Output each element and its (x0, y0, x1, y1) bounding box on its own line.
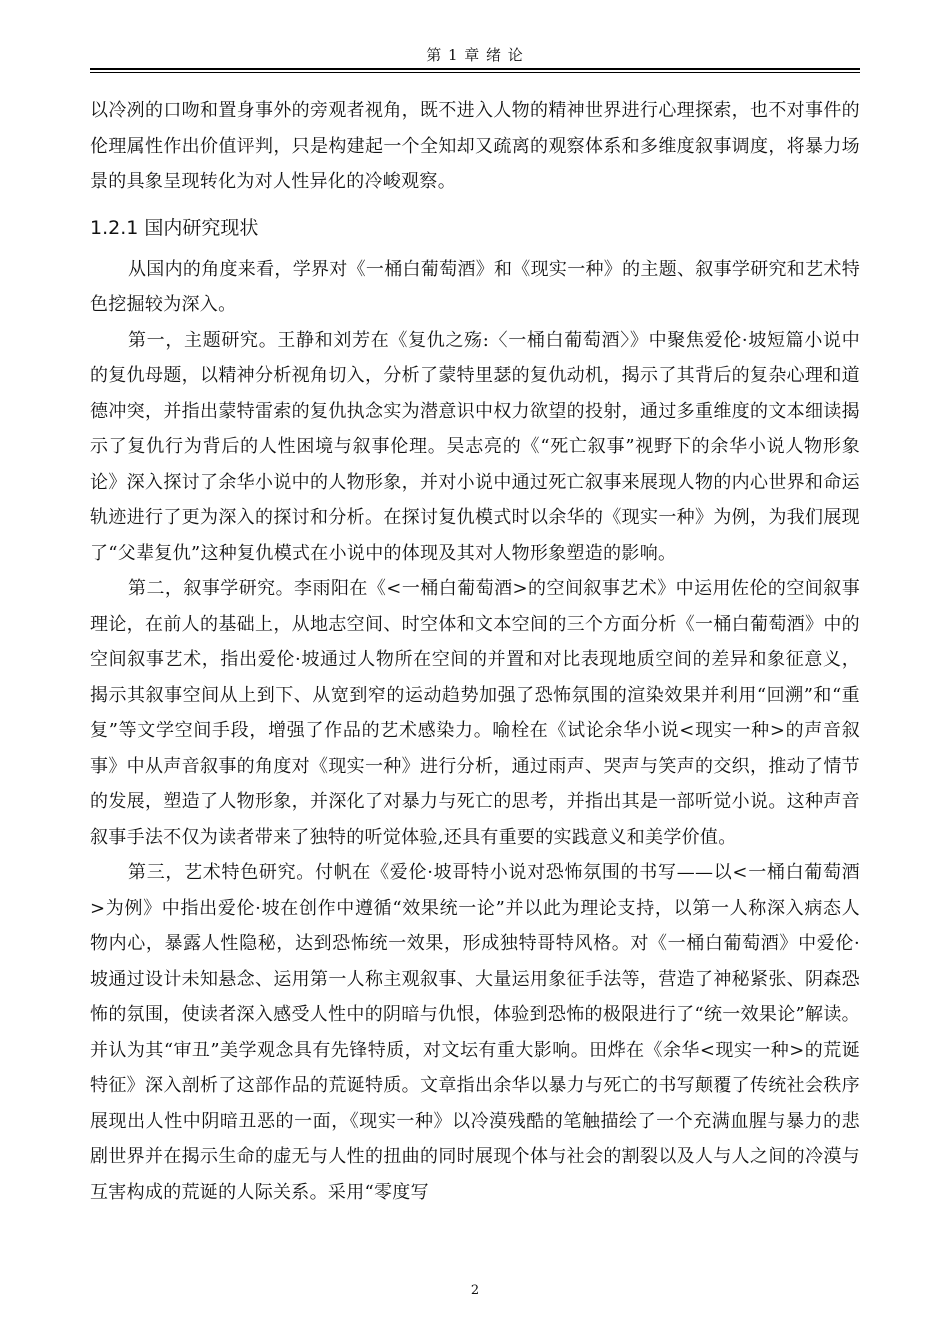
page-number: 2 (470, 1283, 480, 1298)
body-paragraph-theme-research: 第一，主题研究。王静和刘芳在《复仇之殇:〈一桶白葡萄酒〉》中聚焦爱伦·坡短篇小说中的复仇母题，以精神分析视角切入，分析了蒙特里瑟的复仇动机，揭示了其背后的复杂心理和道德冲突，并指出蒙特雷索的复仇执念实为潜意识中权力欲望的投射，通过多重维度的文本细读揭示了复仇行为背后的人性困境与叙事伦理。吴志亮的《“死亡叙事”视野下的余华小说人物形象论》深入探讨了余华小说中的人物形象，并对小说中通过死亡叙事来展现人物的内心世界和命运轨迹进行了更为深入的探讨和分析。在探讨复仇模式时以余华的《现实一种》为例，为我们展现了“父辈复仇”这种复仇模式在小说中的体现及其对人物形象塑造的影响。 (90, 329, 860, 564)
running-header: 第 1 章 绪 论 (426, 46, 524, 64)
header-rule (90, 68, 860, 70)
section-heading: 1.2.1 国内研究现状 (90, 216, 259, 239)
header-rule-thin (90, 72, 860, 73)
page-body (90, 93, 860, 1210)
body-paragraph-narratology-research: 第二，叙事学研究。李雨阳在《<一桶白葡萄酒>的空间叙事艺术》中运用佐伦的空间叙事理论，在前人的基础上，从地志空间、时空体和文本空间的三个方面分析《一桶白葡萄酒》中的空间叙事艺术，指出爱伦·坡通过人物所在空间的并置和对比表现地质空间的差异和象征意义，揭示其叙事空间从上到下、从宽到窄的运动趋势加强了恐怖氛围的渲染效果并利用“回溯”和“重复”等文学空间手段，增强了作品的艺术感染力。喻栓在《试论余华小说<现实一种>的声音叙事》中从声音叙事的角度对《现实一种》进行分析，通过雨声、哭声与笑声的交织，推动了情节的发展，塑造了人物形象，并深化了对暴力与死亡的思考，并指出其是一部听觉小说。这种声音叙事手法不仅为读者带来了独特的听觉体验,还具有重要的实践意义和美学价值。 (90, 578, 860, 848)
intro-paragraph: 以冷冽的口吻和置身事外的旁观者视角，既不进入人物的精神世界进行心理探索，也不对事件的伦理属性作出价值评判，只是构建起一个全知却又疏离的观察体系和多维度叙事调度，将暴力场景的具象呈现转化为对人性异化的冷峻观察。 (90, 100, 860, 192)
body-paragraph-artistic-research: 第三，艺术特色研究。付帆在《爱伦·坡哥特小说对恐怖氛围的书写——以<一桶白葡萄酒>为例》中指出爱伦·坡在创作中遵循“效果统一论”并以此为理论支持，以第一人称深入病态人物内心，暴露人性隐秘，达到恐怖统一效果，形成独特哥特风格。对《一桶白葡萄酒》中爱伦·坡通过设计未知悬念、运用第一人称主观叙事、大量运用象征手法等，营造了神秘紧张、阴森恐怖的氛围，使读者深入感受人性中的阴暗与仇恨，体验到恐怖的极限进行了“统一效果论”解读。并认为其“审丑”美学观念具有先锋特质，对文坛有重大影响。田烨在《余华<现实一种>的荒诞特征》深入剖析了这部作品的荒诞特质。文章指出余华以暴力与死亡的书写颠覆了传统社会秩序展现出人性中阴暗丑恶的一面，《现实一种》以冷漠残酷的笔触描绘了一个充满血腥与暴力的悲剧世界并在揭示生命的虚无与人性的扭曲的同时展现个体与社会的割裂以及人与人之间的冷漠与互害构成的荒诞的人际关系。采用“零度写 (90, 862, 860, 1203)
body-paragraph-overview: 从国内的角度来看，学界对《一桶白葡萄酒》和《现实一种》的主题、叙事学研究和艺术特色挖掘较为深入。 (90, 258, 860, 315)
